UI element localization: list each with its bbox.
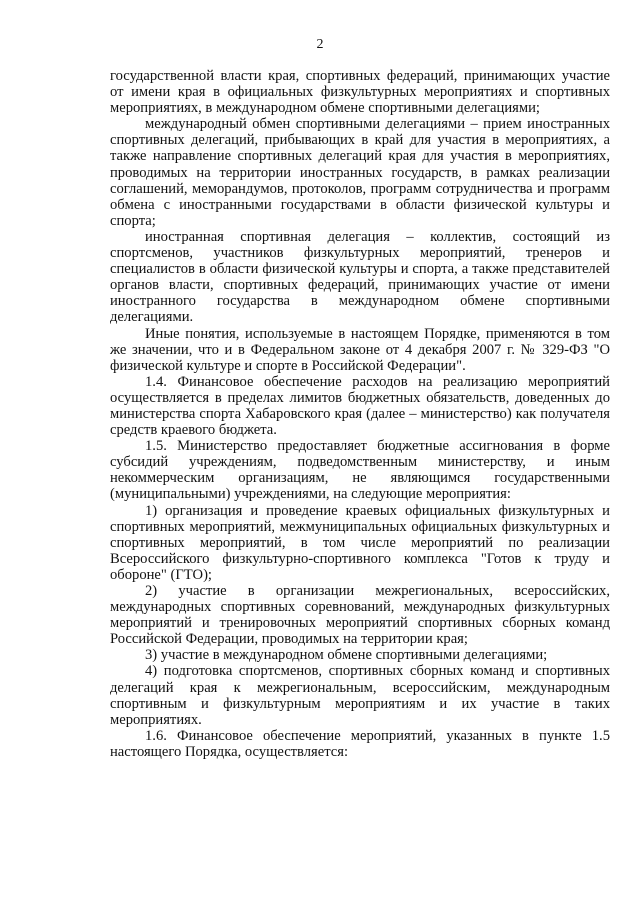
list-item-3: 3) участие в международном обмене спортивными делегациями; bbox=[145, 647, 548, 664]
paragraph-continuation: государственной власти края, спортивных федераций, принимающих участие от имени края в официальных физкультурных мероприятиях и спортивных мероприятиях, в международном обмене спортивными делегациями; bbox=[110, 68, 610, 117]
paragraph-clause-1-5: 1.5. Министерство предоставляет бюджетные ассигнования в форме субсидий учреждениям, подведомственным министерству, и иным некоммерческим организациям, не являющимся государственными (муниципальными) учреждениями, на следующие мероприятия: bbox=[110, 438, 610, 503]
page-number: 2 bbox=[316, 37, 324, 52]
list-item-2: 2) участие в организации межрегиональных, всероссийских, международных спортивных соревнований, международных физкультурных мероприятий и тренировочных мероприятий спортивных сборных команд Российской Федерации, проводимых на территории края; bbox=[110, 583, 610, 648]
paragraph-foreign-delegation-definition: иностранная спортивная делегация – коллектив, состоящий из спортсменов, участников физкультурных мероприятий, тренеров и специалистов в области физической культуры и спорта, а также представителей органов власти, спортивных федераций, принимающих участие от имени иностранного государства в международном обмене спортивными делегациями. bbox=[110, 228, 610, 326]
paragraph-clause-1-6: 1.6. Финансовое обеспечение мероприятий, указанных в пункте 1.5 настоящего Порядка, осуществляется: bbox=[110, 727, 610, 760]
list-item-4: 4) подготовка спортсменов, спортивных сборных команд и спортивных делегаций края к межрегиональным, всероссийским, международным спортивным и физкультурным мероприятиям и их участие в таких мероприятиях. bbox=[110, 663, 610, 728]
paragraph-other-terms: Иные понятия, используемые в настоящем Порядке, применяются в том же значении, что и в Федеральном законе от 4 декабря 2007 г. № 329-ФЗ "О физической культуре и спорте в Российской Федерации". bbox=[110, 325, 610, 374]
list-item-1: 1) организация и проведение краевых официальных физкультурных и спортивных мероприятий, межмуниципальных официальных физкультурных и спортивных мероприятий, в том числе мероприятий по реализации Всероссийского физкультурно-спортивного комплекса "Готов к труду и обороне" (ГТО); bbox=[110, 502, 610, 583]
document-body bbox=[110, 68, 610, 760]
paragraph-clause-1-4: 1.4. Финансовое обеспечение расходов на реализацию мероприятий осуществляется в пределах лимитов бюджетных обязательств, доведенных до министерства спорта Хабаровского края (далее – министерство) как получателя средств краевого бюджета. bbox=[110, 373, 610, 439]
paragraph-international-exchange-definition: международный обмен спортивными делегациями – прием иностранных спортивных делегаций, прибывающих в край для участия в мероприятиях, а также направление спортивных делегаций края для участия в мероприятиях, проводимых на территории иностранных государств, в рамках реализации соглашений, меморандумов, протоколов, программ сотрудничества и программ обмена с иностранными государствами в области физической культуры и спорта; bbox=[110, 116, 610, 229]
